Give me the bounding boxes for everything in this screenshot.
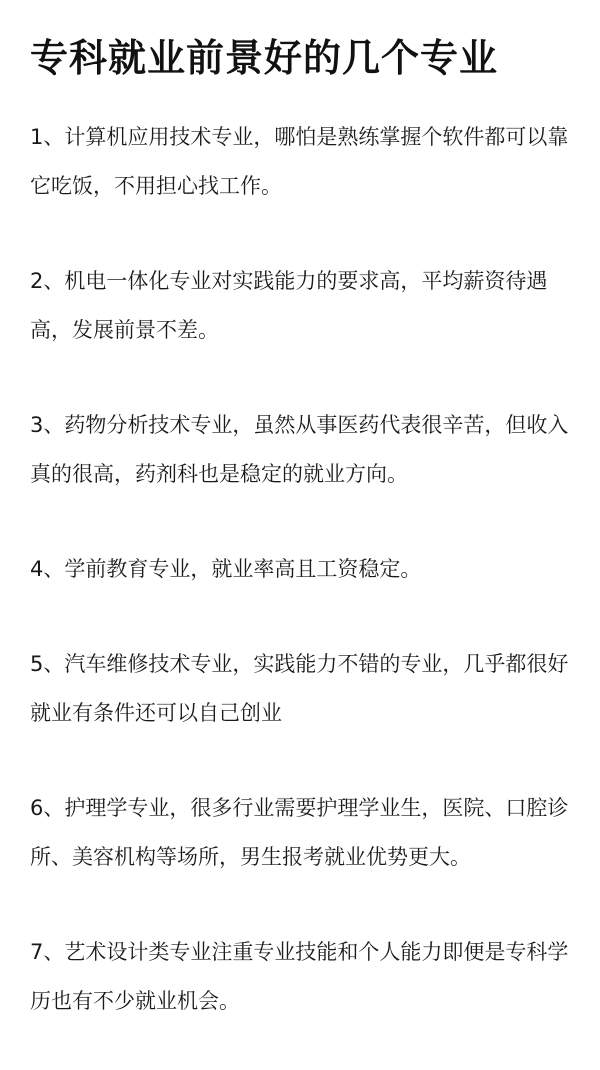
list-item-1: 1、计算机应用技术专业，哪怕是熟练掌握个软件都可以靠它吃饭，不用担心找工作。 xyxy=(30,125,569,198)
list-item-6: 6、护理学专业，很多行业需要护理学业生，医院、口腔诊所、美容机构等场所，男生报考就业优势更大。 xyxy=(30,796,569,869)
major-list xyxy=(30,113,572,1026)
page-title: 专科就业前景好的几个专业 xyxy=(30,36,499,80)
list-item-4: 4、学前教育专业，就业率高且工资稳定。 xyxy=(30,557,422,581)
list-item-2: 2、机电一体化专业对实践能力的要求高，平均薪资待遇高，发展前景不差。 xyxy=(30,269,548,342)
list-item-7: 7、艺术设计类专业注重专业技能和个人能力即便是专科学历也有不少就业机会。 xyxy=(30,940,569,1013)
list-item-3: 3、药物分析技术专业，虽然从事医药代表很辛苦，但收入真的很高，药剂科也是稳定的就业方向。 xyxy=(30,413,569,486)
list-item-5: 5、汽车维修技术专业，实践能力不错的专业，几乎都很好就业有条件还可以自己创业 xyxy=(30,652,569,725)
